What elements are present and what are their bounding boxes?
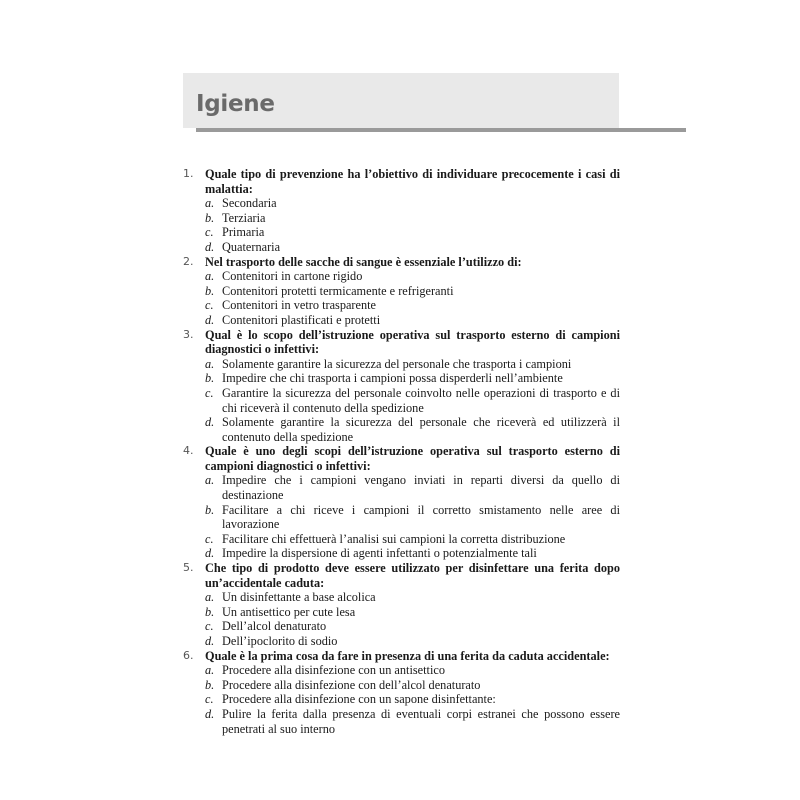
answer-option-d [205, 546, 620, 561]
option-letter: c. [205, 225, 214, 240]
answer-option-a [205, 473, 620, 502]
option-letter: c. [205, 619, 214, 634]
question-number: 2. [183, 254, 194, 268]
question-4 [183, 444, 620, 561]
option-text: Quaternaria [222, 239, 281, 254]
answer-option-c [205, 225, 620, 240]
option-text: Dell’alcol denaturato [222, 619, 327, 634]
question-list [183, 167, 620, 736]
option-letter: d. [205, 239, 215, 254]
answer-option-c [205, 619, 620, 634]
answer-option-d [205, 707, 620, 736]
option-letter: d. [205, 706, 215, 721]
answer-option-b [205, 503, 620, 532]
answer-option-a [205, 590, 620, 605]
question-text: Quale tipo di prevenzione ha l’obiettivo di individuare precocemente i casi di malattia: [205, 167, 620, 196]
option-text: Contenitori in cartone rigido [222, 269, 363, 284]
answer-option-a [205, 196, 620, 211]
chapter-title: Igiene [196, 91, 275, 117]
question-number: 6. [183, 648, 194, 662]
answer-option-c [205, 386, 620, 415]
answer-option-c [205, 532, 620, 547]
option-letter: b. [205, 604, 215, 619]
answer-option-d [205, 313, 620, 328]
answer-options [205, 196, 620, 254]
option-letter: d. [205, 312, 215, 327]
option-letter: b. [205, 502, 215, 517]
option-text: Impedire la dispersione di agenti infettanti o potenzialmente tali [222, 546, 537, 561]
answer-options [205, 357, 620, 445]
question-text: Nel trasporto delle sacche di sangue è essenziale l’utilizzo di: [205, 254, 522, 269]
option-letter: d. [205, 634, 215, 648]
option-text: Un antisettico per cute lesa [222, 604, 356, 619]
option-text: Dell’ipoclorito di sodio [222, 634, 338, 648]
option-letter: a. [205, 269, 215, 284]
option-letter: d. [205, 546, 215, 561]
answer-option-a [205, 663, 620, 678]
chapter-title-rule [196, 128, 686, 132]
option-letter: b. [205, 371, 215, 386]
option-text: Terziaria [222, 210, 266, 225]
question-2 [183, 255, 620, 328]
option-letter: b. [205, 283, 215, 298]
question-text: Quale è uno degli scopi dell’istruzione operativa sul trasporto esterno di campioni diagnostici o infettivi: [205, 444, 620, 473]
option-text: Facilitare a chi riceve i campioni il corretto smistamento nelle aree di lavorazione [222, 502, 620, 532]
question-1 [183, 167, 620, 255]
answer-option-a [205, 357, 620, 372]
option-letter: a. [205, 663, 215, 678]
question-5 [183, 561, 620, 649]
answer-options [205, 590, 620, 648]
answer-option-b [205, 371, 620, 386]
option-text: Garantire la sicurezza del personale coinvolto nelle operazioni di trasporto e di chi riceverà il contenuto della spedizione [222, 385, 620, 415]
option-letter: c. [205, 385, 214, 400]
answer-option-a [205, 269, 620, 284]
answer-options [205, 269, 620, 327]
answer-option-b [205, 211, 620, 226]
question-3 [183, 328, 620, 445]
question-6 [183, 649, 620, 737]
option-letter: a. [205, 196, 215, 211]
option-text: Contenitori plastificati e protetti [222, 312, 381, 327]
option-text: Contenitori in vetro trasparente [222, 298, 377, 313]
option-letter: d. [205, 415, 215, 430]
question-text: Qual è lo scopo dell’istruzione operativa sul trasporto esterno di campioni diagnostici o infettivi: [205, 327, 620, 357]
option-text: Impedire che chi trasporta i campioni possa disperderli nell’ambiente [222, 371, 563, 386]
answer-option-d [205, 634, 620, 649]
option-letter: a. [205, 590, 215, 605]
question-number: 1. [183, 167, 194, 180]
option-letter: b. [205, 677, 215, 692]
option-text: Primaria [222, 225, 265, 240]
answer-option-b [205, 678, 620, 693]
option-text: Impedire che i campioni vengano inviati in reparti diversi da quello di destinazione [222, 473, 620, 503]
question-text: Che tipo di prodotto deve essere utilizzato per disinfettare una ferita dopo un’accidentale caduta: [205, 561, 620, 590]
option-letter: c. [205, 692, 214, 707]
option-text: Pulire la ferita dalla presenza di eventuali corpi estranei che possono essere penetrati al suo interno [222, 706, 620, 736]
option-text: Solamente garantire la sicurezza del personale che trasporta i campioni [222, 356, 572, 371]
option-letter: a. [205, 473, 215, 488]
option-text: Contenitori protetti termicamente e refrigeranti [222, 283, 454, 298]
option-text: Procedere alla disinfezione con un sapone disinfettante: [222, 692, 496, 707]
question-number: 3. [183, 327, 194, 341]
option-text: Facilitare chi effettuerà l’analisi sui campioni la corretta distribuzione [222, 531, 566, 546]
answer-options [205, 663, 620, 736]
option-text: Procedere alla disinfezione con dell’alcol denaturato [222, 677, 481, 692]
answer-option-c [205, 298, 620, 313]
option-letter: c. [205, 298, 214, 313]
option-text: Secondaria [222, 196, 277, 211]
answer-options [205, 473, 620, 561]
answer-option-d [205, 415, 620, 444]
answer-option-c [205, 692, 620, 707]
option-text: Un disinfettante a base alcolica [222, 590, 376, 605]
question-number: 5. [183, 561, 194, 575]
option-letter: c. [205, 531, 214, 546]
option-letter: a. [205, 356, 215, 371]
option-letter: b. [205, 210, 215, 225]
option-text: Procedere alla disinfezione con un antisettico [222, 663, 445, 678]
answer-option-b [205, 605, 620, 620]
answer-option-b [205, 284, 620, 299]
question-text: Quale è la prima cosa da fare in presenza di una ferita da caduta accidentale: [205, 648, 610, 663]
answer-option-d [205, 240, 620, 255]
option-text: Solamente garantire la sicurezza del personale che riceverà ed utilizzerà il contenuto della spedizione [222, 415, 620, 444]
question-number: 4. [183, 444, 194, 458]
